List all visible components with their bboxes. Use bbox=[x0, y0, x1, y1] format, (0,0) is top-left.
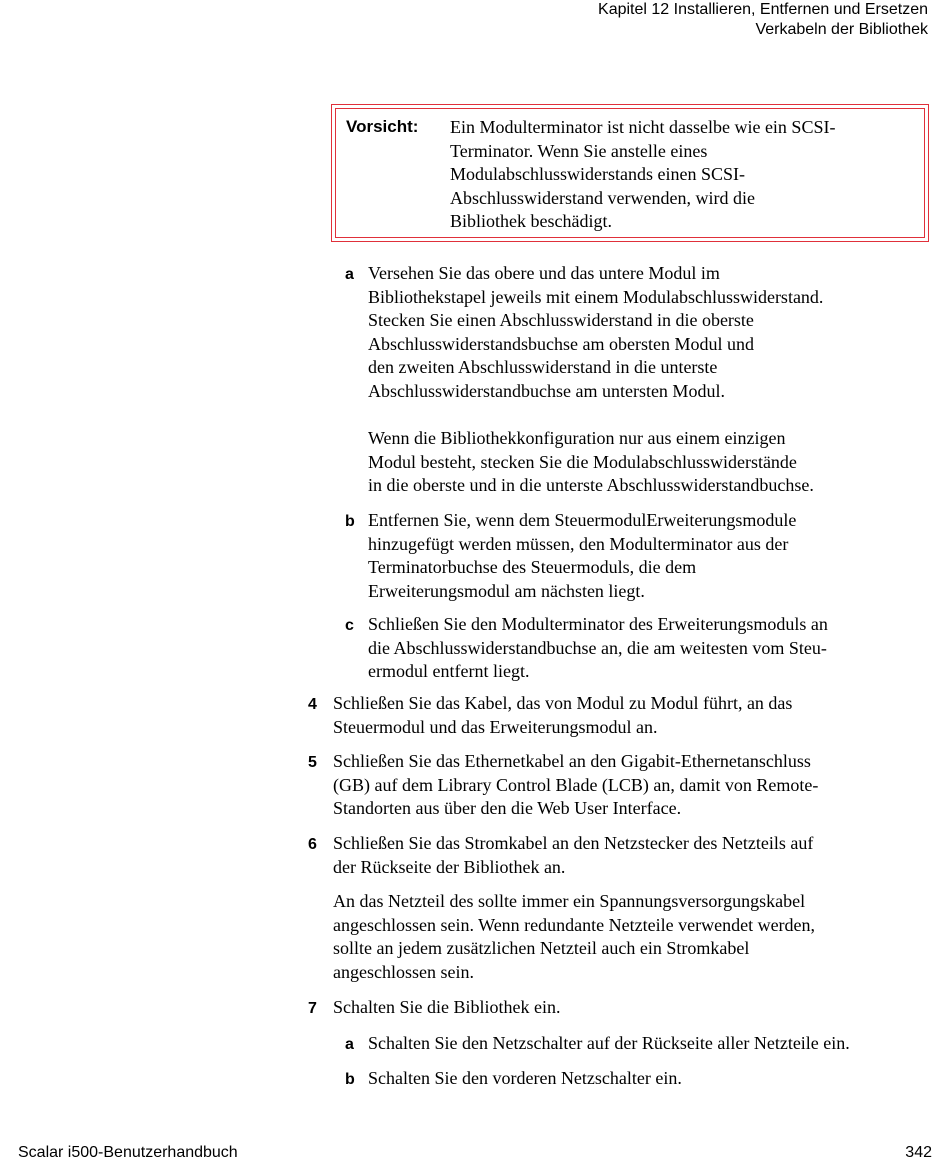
footer-manual-title: Scalar i500-Benutzerhandbuch bbox=[18, 1144, 238, 1161]
substep-marker: c bbox=[345, 617, 354, 634]
text-line: angeschlossen sein. bbox=[333, 961, 474, 982]
step-number: 5 bbox=[308, 754, 317, 771]
text-line: Versehen Sie das obere und das untere Modul im bbox=[368, 263, 720, 283]
text-line: den zweiten Abschlusswiderstand in die unterste bbox=[368, 357, 718, 377]
text-line: Schließen Sie das Ethernetkabel an den Gigabit-Ethernetanschluss bbox=[333, 751, 811, 771]
caution-label: Vorsicht: bbox=[346, 117, 419, 136]
text-line: Wenn die Bibliothekkonfiguration nur aus einem einzigen bbox=[368, 428, 786, 448]
chapter-title: Kapitel 12 Installieren, Entfernen und Ersetzen bbox=[598, 1, 928, 18]
caution-line: Bibliothek beschädigt. bbox=[450, 211, 612, 231]
footer-page-number: 342 bbox=[905, 1144, 932, 1161]
step-6 bbox=[308, 832, 814, 879]
step-4 bbox=[308, 692, 793, 739]
substep-marker: a bbox=[345, 266, 354, 283]
text-line: Stecken Sie einen Abschlusswiderstand in die oberste bbox=[368, 310, 754, 330]
text-line: Schließen Sie das Stromkabel an den Netzstecker des Netzteils auf bbox=[333, 833, 814, 853]
section-title: Verkabeln der Bibliothek bbox=[755, 21, 928, 38]
text-line: An das Netzteil des sollte immer ein Spannungsversorgungskabel bbox=[333, 891, 806, 911]
text-line: Abschlusswiderstandsbuchse am obersten Modul und bbox=[368, 333, 754, 354]
text-line: angeschlossen sein. Wenn redundante Netzteile verwendet werden, bbox=[333, 914, 816, 935]
step-number: 6 bbox=[308, 836, 317, 853]
text-line: hinzugefügt werden müssen, den Modulterminator aus der bbox=[368, 533, 789, 554]
text-line: Schalten Sie den vorderen Netzschalter ein. bbox=[368, 1068, 682, 1088]
page-header bbox=[598, 0, 928, 40]
substep-marker: b bbox=[345, 1071, 355, 1088]
text-line: Bibliothekstapel jeweils mit einem Modulabschlusswiderstand. bbox=[368, 286, 824, 307]
text-line: in die oberste und in die unterste Abschlusswiderstandbuchse. bbox=[368, 475, 814, 495]
step-5 bbox=[308, 750, 819, 821]
step-7-substep-a bbox=[345, 1032, 850, 1056]
step-7 bbox=[308, 996, 561, 1020]
text-line: ermodul entfernt liegt. bbox=[368, 661, 530, 681]
step-7-substep-b bbox=[345, 1067, 682, 1091]
text-line: die Abschlusswiderstandbuchse an, die am weitesten vom Steu- bbox=[368, 637, 827, 658]
text-line: Standorten aus über den die Web User Interface. bbox=[333, 798, 682, 818]
caution-line: Ein Modulterminator ist nicht dasselbe wie ein SCSI- bbox=[450, 117, 836, 137]
substep-a-note bbox=[368, 427, 814, 498]
substep-marker: a bbox=[345, 1036, 354, 1053]
text-line: Abschlusswiderstandbuchse am untersten Modul. bbox=[368, 380, 725, 401]
text-line: Erweiterungsmodul am nächsten liegt. bbox=[368, 580, 645, 601]
caution-line: Modulabschlusswiderstands einen SCSI- bbox=[450, 164, 745, 184]
step-6-note bbox=[333, 890, 815, 984]
text-line: Schalten Sie die Bibliothek ein. bbox=[333, 997, 561, 1017]
text-line: Modul besteht, stecken Sie die Modulabschlusswiderstände bbox=[368, 451, 797, 472]
text-line: Terminatorbuchse des Steuermoduls, die dem bbox=[368, 557, 697, 577]
substep-marker: b bbox=[345, 513, 355, 530]
step-number: 7 bbox=[308, 1000, 317, 1017]
substep-c bbox=[345, 613, 828, 684]
caution-line: Abschlusswiderstand verwenden, wird die bbox=[450, 187, 755, 208]
substep-b bbox=[345, 509, 797, 603]
step-number: 4 bbox=[308, 696, 317, 713]
substep-a bbox=[345, 262, 824, 403]
text-line: Schließen Sie den Modulterminator des Erweiterungsmoduls an bbox=[368, 614, 828, 634]
text-line: (GB) auf dem Library Control Blade (LCB) an, damit von Remote- bbox=[333, 774, 819, 795]
text-line: der Rückseite der Bibliothek an. bbox=[333, 856, 566, 877]
text-line: Steuermodul und das Erweiterungsmodul an. bbox=[333, 716, 658, 737]
text-line: Schalten Sie den Netzschalter auf der Rückseite aller Netzteile ein. bbox=[368, 1033, 850, 1053]
text-line: sollte an jedem zusätzlichen Netzteil auch ein Stromkabel bbox=[333, 938, 750, 958]
caution-box bbox=[331, 104, 929, 242]
caution-line: Terminator. Wenn Sie anstelle eines bbox=[450, 140, 708, 161]
text-line: Entfernen Sie, wenn dem SteuermodulErweiterungsmodule bbox=[368, 510, 797, 530]
text-line: Schließen Sie das Kabel, das von Modul zu Modul führt, an das bbox=[333, 693, 793, 713]
caution-text bbox=[450, 116, 920, 234]
